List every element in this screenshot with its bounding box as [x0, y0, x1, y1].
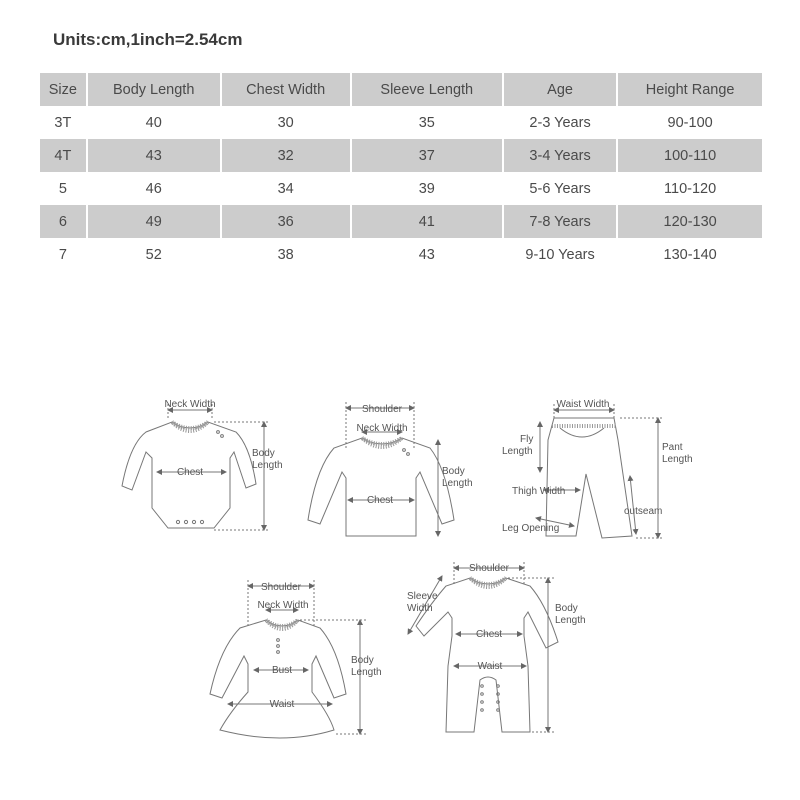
bodysuit-chest-label: Chest: [176, 467, 204, 478]
table-cell: 3-4 Years: [504, 139, 616, 172]
table-cell: 43: [88, 139, 220, 172]
table-cell: 100-110: [618, 139, 762, 172]
units-note: Units:cm,1inch=2.54cm: [53, 30, 243, 49]
tshirt-body-label: Body: [442, 466, 465, 477]
header-chest-width: Chest Width: [222, 73, 350, 106]
table-cell: 3T: [54, 114, 72, 131]
romper-shoulder-label: Shoulder: [468, 563, 510, 574]
bodysuit-length-label: Length: [252, 460, 283, 471]
table-cell: 39: [418, 180, 435, 197]
table-cell: 90-100: [667, 114, 713, 131]
pants-leg-label: Leg Opening: [502, 523, 560, 534]
table-cell: 38: [277, 246, 294, 263]
table-cell: 30: [277, 114, 294, 131]
pants-pant-label: Pant: [662, 442, 683, 453]
table-cell: 43: [418, 246, 435, 263]
table-cell: 110-120: [664, 180, 717, 197]
measurement-diagrams: [0, 380, 800, 780]
romper-body-label: Body: [555, 603, 578, 614]
pants-outseam-label: outseam: [624, 506, 663, 517]
table-row: [40, 205, 762, 238]
tshirt-neck-label: Neck Width: [356, 423, 408, 434]
table-row: [40, 172, 762, 205]
table-cell: 5: [58, 180, 67, 197]
tshirt-shoulder-label: Shoulder: [361, 404, 403, 415]
bodysuit-body-label: Body: [252, 448, 275, 459]
header-size: Size: [40, 73, 86, 106]
romper-chest-label: Chest: [475, 629, 503, 640]
table-cell: 34: [277, 180, 294, 197]
dress-shoulder-label: Shoulder: [260, 582, 302, 593]
tshirt-length-label: Length: [442, 478, 473, 489]
pants-waist-label: Waist Width: [556, 399, 610, 410]
tshirt-chest-label: Chest: [366, 495, 394, 506]
table-cell: 46: [145, 180, 162, 197]
table-cell: 5-6 Years: [529, 180, 591, 197]
romper-length-label: Length: [555, 615, 586, 626]
header-body-length: Body Length: [88, 73, 220, 106]
table-cell: 36: [222, 205, 350, 238]
dress-body-label: Body: [351, 655, 374, 666]
table-cell: 40: [145, 114, 162, 131]
pants-fly-length-label: Length: [502, 446, 533, 457]
bodysuit-neck-label: Neck Width: [164, 399, 216, 410]
size-table: [38, 73, 764, 271]
pants-thigh-label: Thigh Width: [512, 486, 566, 497]
romper-waist-label: Waist: [477, 661, 503, 672]
table-cell: 120-130: [618, 205, 762, 238]
romper-sleeve-width-label: Width: [407, 603, 433, 614]
header-age: Age: [504, 73, 616, 106]
pants-fly-label: Fly: [520, 434, 534, 445]
dress-outline-icon: [210, 620, 346, 738]
pants-pant-length-label: Length: [662, 454, 693, 465]
romper-sleeve-label: Sleeve: [407, 591, 438, 602]
table-cell: 130-140: [663, 246, 717, 263]
header-height-range: Height Range: [618, 73, 762, 106]
header-sleeve-length: Sleeve Length: [352, 73, 502, 106]
table-cell: 6: [40, 205, 86, 238]
table-cell: 49: [88, 205, 220, 238]
dress-waist-label: Waist: [269, 699, 295, 710]
table-cell: 35: [418, 114, 435, 131]
table-cell: 52: [145, 246, 162, 263]
table-cell: 7: [58, 246, 67, 263]
table-cell: 32: [222, 139, 350, 172]
table-row: [40, 139, 762, 172]
table-cell: 7-8 Years: [504, 205, 616, 238]
tshirt-outline-icon: [308, 438, 454, 536]
table-cell: 9-10 Years: [525, 246, 595, 263]
table-cell: 41: [352, 205, 502, 238]
table-header-row: [40, 73, 762, 106]
table-row: [40, 106, 762, 139]
table-cell: 4T: [40, 139, 86, 172]
dress-neck-label: Neck Width: [257, 600, 309, 611]
table-cell: 2-3 Years: [529, 114, 591, 131]
dress-bust-label: Bust: [271, 665, 293, 676]
pants-diagram: [536, 404, 664, 538]
dress-length-label: Length: [351, 667, 382, 678]
table-cell: 37: [352, 139, 502, 172]
table-row: [40, 238, 762, 271]
romper-diagram: [408, 562, 558, 732]
